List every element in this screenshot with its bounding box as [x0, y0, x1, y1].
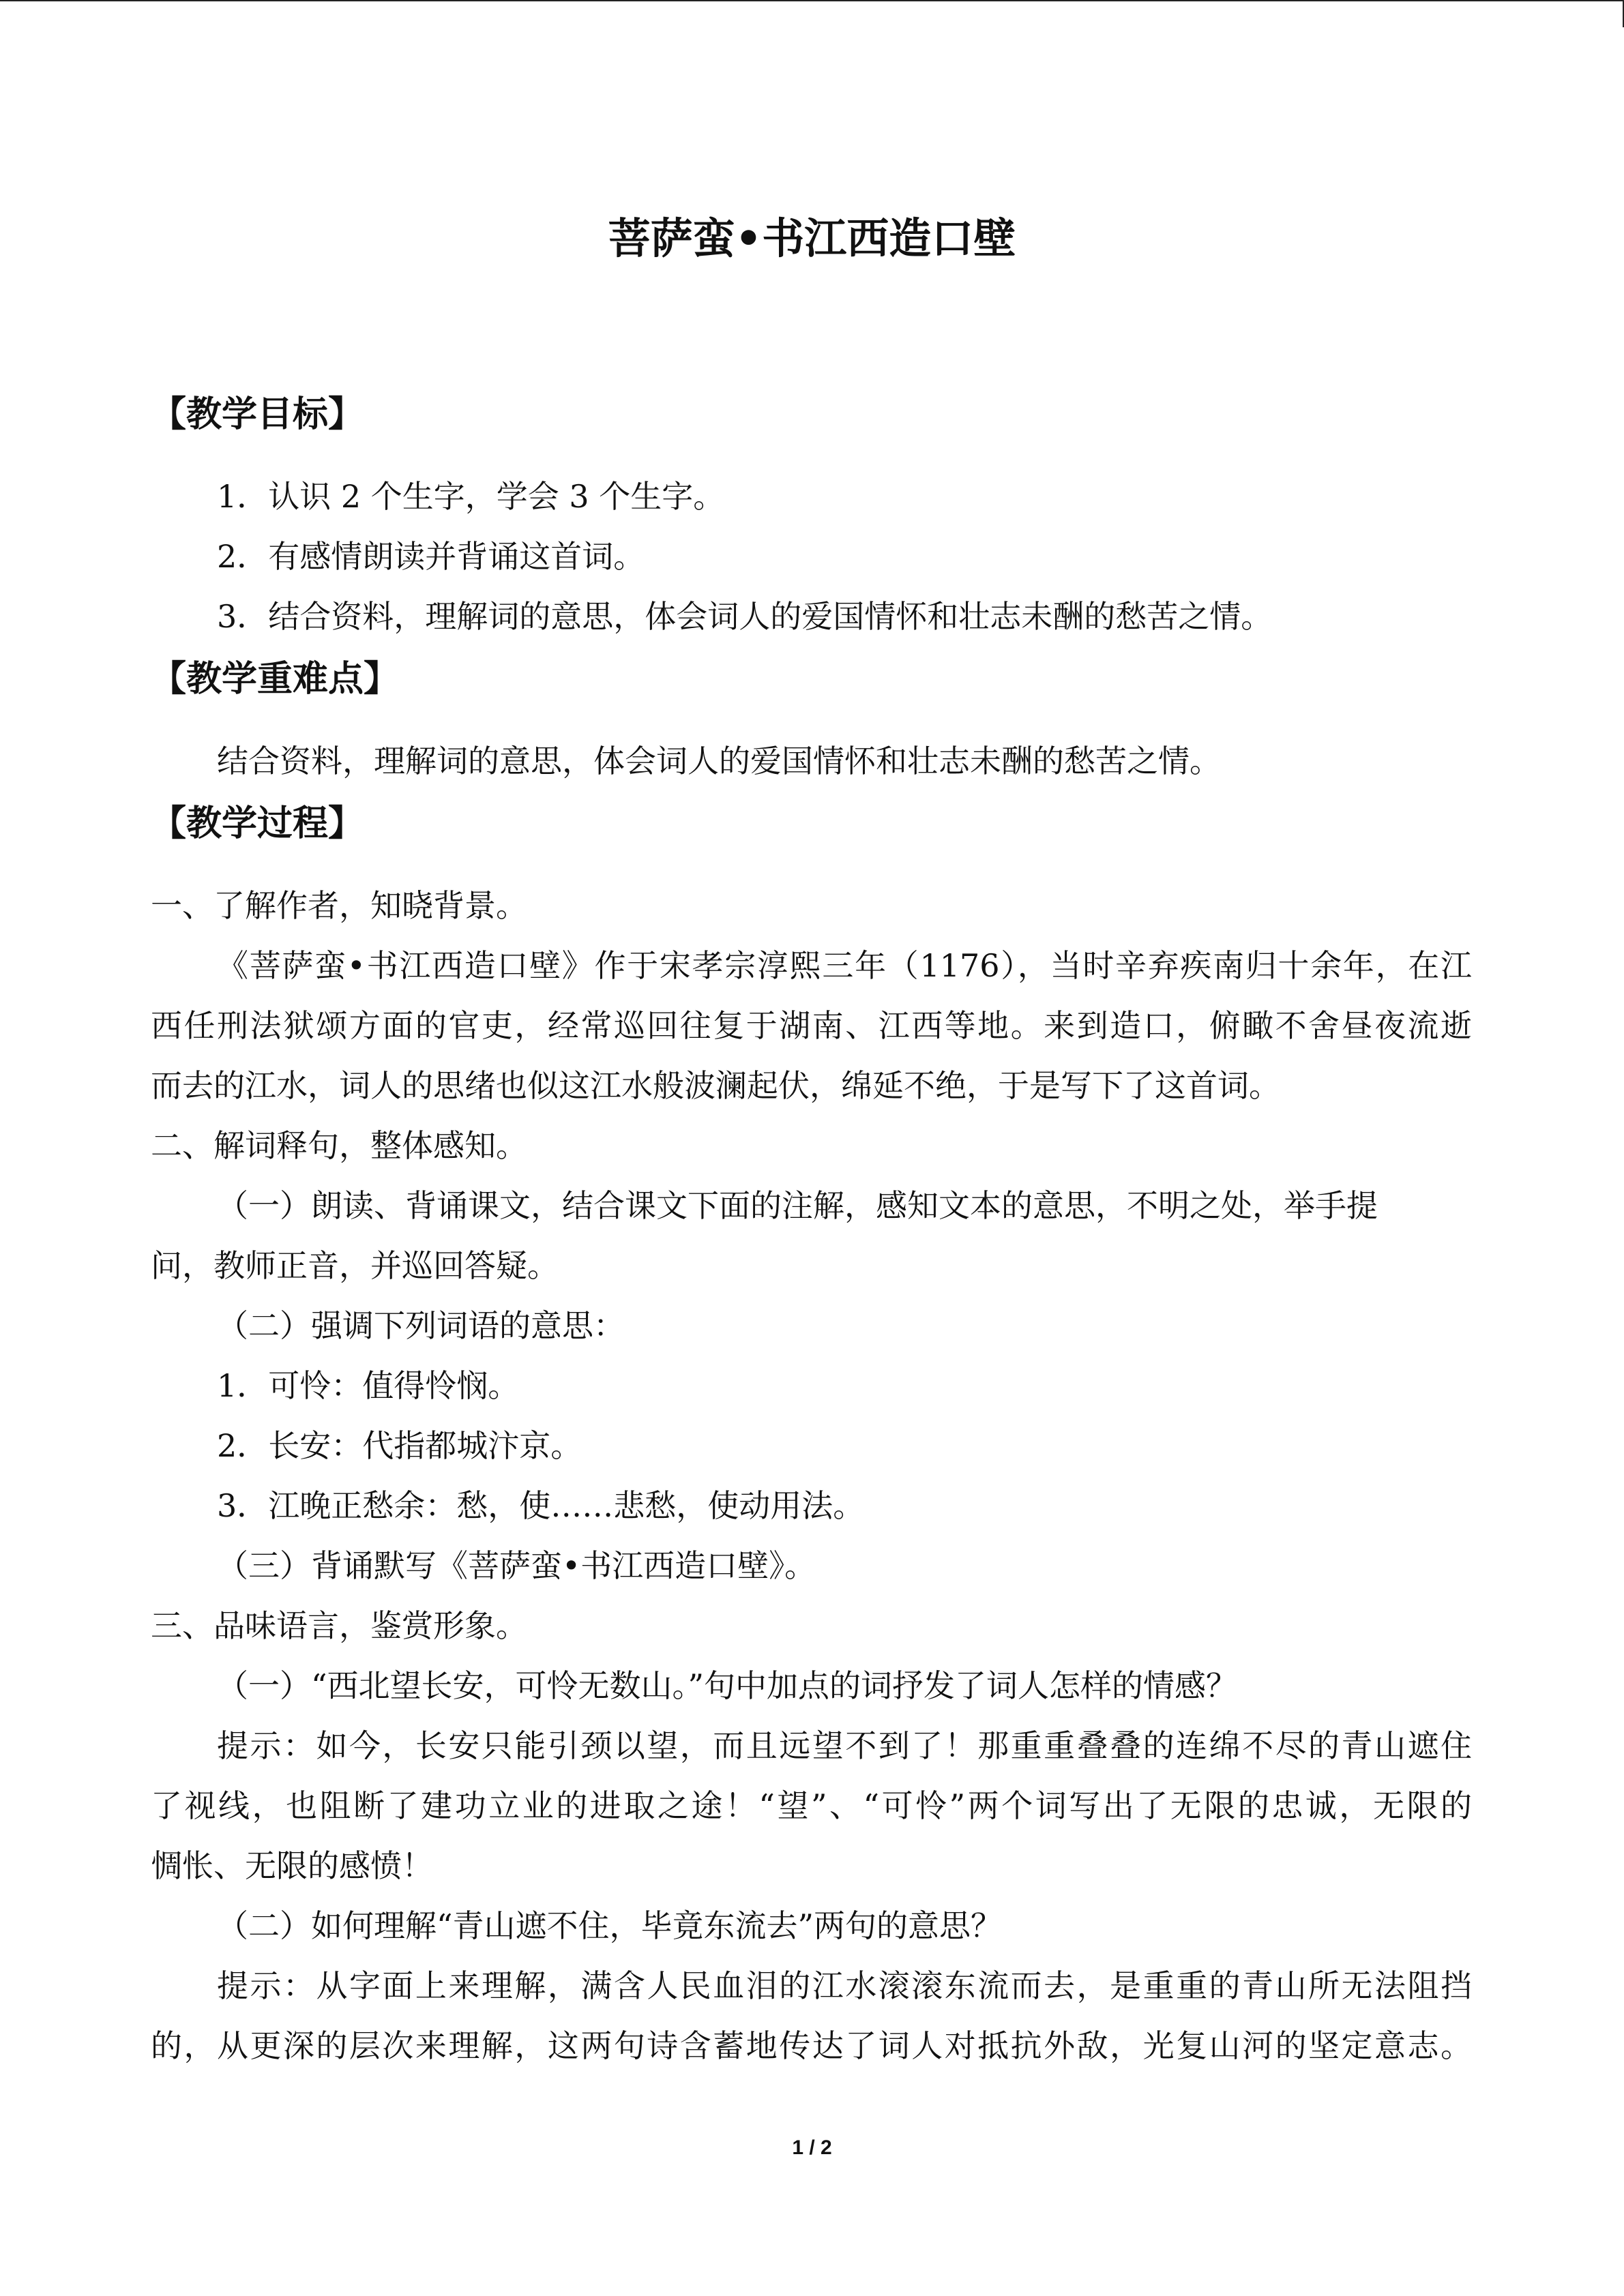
section-teaching-goals: [151, 382, 1472, 646]
body-line: 二、解词释句，整体感知。: [151, 1127, 527, 1164]
body-line: 而去的江水，词人的思绪也似这江水般波澜起伏，绵延不绝，于是写下了这首词。: [151, 1067, 1280, 1104]
body-line: 问，教师正音，并巡回答疑。: [151, 1247, 559, 1284]
body-line: （二）强调下列词语的意思：: [217, 1307, 625, 1344]
body-line: 三、品味语言，鉴赏形象。: [151, 1607, 527, 1644]
body-line: 2．有感情朗读并背诵这首词。: [217, 538, 645, 575]
body-line: 的，从更深的层次来理解，这两句诗含蓄地传达了词人对抵抗外敌，光复山河的坚定意志。: [151, 2027, 1472, 2064]
page-top-edge: [0, 0, 1624, 1]
section-heading: 【教学过程】: [151, 803, 364, 844]
section-teaching-process: [151, 791, 1472, 2076]
section-heading: 【教学目标】: [151, 394, 364, 435]
body-line: 惆怅、无限的感愤！: [151, 1847, 433, 1884]
body-line: 西任刑法狱颂方面的官吏，经常巡回往复于湖南、江西等地。来到造口，俯瞰不舍昼夜流逝: [151, 1007, 1472, 1044]
document-body: [151, 382, 1472, 2076]
body-line: （二）如何理解“青山遮不住，毕竟东流去”两句的意思？: [217, 1907, 1003, 1944]
section-heading: 【教学重难点】: [151, 659, 400, 700]
page-number: 1 / 2: [792, 2136, 832, 2159]
body-line: 1．认识 2 个生字，学会 3 个生字。: [217, 478, 725, 515]
body-line: （一）朗读、背诵课文，结合课文下面的注解，感知文本的意思，不明之处，举手提: [217, 1187, 1378, 1224]
body-line: 提示：从字面上来理解，满含人民血泪的江水滚滚东流而去，是重重的青山所无法阻挡: [217, 1967, 1472, 2004]
body-line: （三）背诵默写《菩萨蛮•书江西造口壁》。: [217, 1547, 816, 1584]
body-line: 2．长安：代指都城汴京。: [217, 1427, 582, 1464]
body-line: 一、了解作者，知晓背景。: [151, 887, 527, 924]
section-key-points: [151, 646, 1472, 791]
body-line: 了视线，也阻断了建功立业的进取之途！“望”、“可怜”两个词写出了无限的忠诚，无限的: [151, 1787, 1472, 1824]
body-line: （一）“西北望长安，可怜无数山。”句中加点的词抒发了词人怎样的情感？: [217, 1667, 1238, 1704]
body-line: 3．江晚正愁余：愁，使……悲愁，使动用法。: [217, 1487, 865, 1524]
document-title: 菩萨蛮•书江西造口壁: [608, 213, 1016, 263]
body-line: 提示：如今，长安只能引颈以望，而且远望不到了！那重重叠叠的连绵不尽的青山遮住: [217, 1727, 1472, 1764]
body-line: 《菩萨蛮•书江西造口壁》作于宋孝宗淳熙三年（1176），当时辛弃疾南归十余年，在江: [217, 947, 1472, 984]
body-line: 1．可怜：值得怜悯。: [217, 1367, 520, 1404]
body-line: 3．结合资料，理解词的意思，体会词人的爱国情怀和壮志未酬的愁苦之情。: [217, 598, 1273, 635]
body-line: 结合资料，理解词的意思，体会词人的爱国情怀和壮志未酬的愁苦之情。: [217, 743, 1221, 779]
